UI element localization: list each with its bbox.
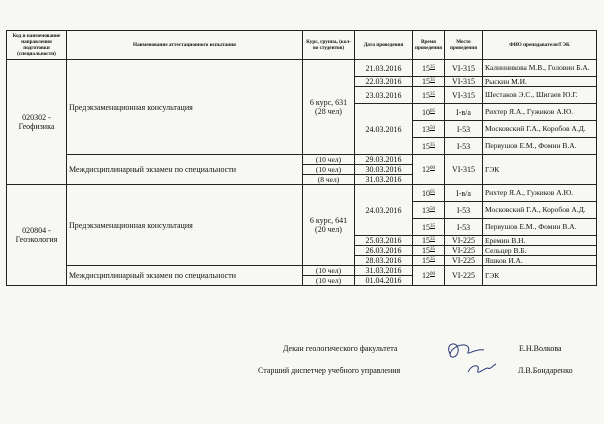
- examiner-cell: Яшков И.А.: [483, 256, 597, 266]
- place-cell: I-53: [445, 219, 483, 236]
- header-course: Курс, группа, (кол-во студентов): [303, 31, 355, 60]
- examiner-cell: ГЭК: [483, 155, 597, 185]
- examiner-cell: Московский Г.А., Коробов А.Д.: [483, 121, 597, 138]
- time-cell: $15^{35}$: [413, 138, 445, 155]
- examiner-cell: Рихтер Я.А., Гужиков А.Ю.: [483, 104, 597, 121]
- date-cell: 29.03.2016: [355, 155, 413, 165]
- examiner-cell: Рыскин М.И.: [483, 77, 597, 87]
- table-row: [7, 185, 597, 202]
- dispatcher-name: Л.В.Бондаренко: [518, 366, 573, 375]
- date-cell: 23.03.2016: [355, 87, 413, 104]
- header-test: Наименование аттестационного испытания: [67, 31, 303, 60]
- time-cell: $15^{35}$: [413, 256, 445, 266]
- test-name: Предэкзаменационная консультация: [67, 185, 303, 266]
- place-cell: I-53: [445, 121, 483, 138]
- student-count: (10 чел): [303, 155, 355, 165]
- test-name: Междисциплинарный экзамен по специальности: [67, 155, 303, 185]
- time-cell: $12^{00}$: [413, 266, 445, 286]
- time-cell: $10^{05}$: [413, 185, 445, 202]
- time-cell: $15^{35}$: [413, 87, 445, 104]
- header-date: Дата проведения: [355, 31, 413, 60]
- table-row: [7, 266, 597, 276]
- place-cell: VI-225: [445, 236, 483, 246]
- date-cell: 21.03.2016: [355, 60, 413, 77]
- time-cell: $13^{50}$: [413, 121, 445, 138]
- header-examiners: ФИО преподавателя/ГЭК: [483, 31, 597, 60]
- date-cell: 31.03.2016: [355, 175, 413, 185]
- schedule-table: [6, 30, 597, 286]
- place-cell: I-в/а: [445, 104, 483, 121]
- date-cell: 31.03.2016: [355, 266, 413, 276]
- time-cell: $15^{35}$: [413, 219, 445, 236]
- test-name: Предэкзаменационная консультация: [67, 60, 303, 155]
- program-code: 020804 - Геоэкология: [7, 185, 67, 286]
- date-cell: 22.03.2016: [355, 77, 413, 87]
- place-cell: I-53: [445, 202, 483, 219]
- student-count: (10 чел): [303, 165, 355, 175]
- date-cell: 30.03.2016: [355, 165, 413, 175]
- place-cell: VI-315: [445, 155, 483, 185]
- place-cell: VI-225: [445, 256, 483, 266]
- program-code: 020302 - Геофизика: [7, 60, 67, 185]
- header-code: Код и наименование направления подготовки (специальности): [7, 31, 67, 60]
- student-count: (8 чел): [303, 175, 355, 185]
- dean-title: Декан геологического факультета: [283, 344, 398, 353]
- header-place: Место проведения: [445, 31, 483, 60]
- header-row: [7, 31, 597, 60]
- date-cell: 01.04.2016: [355, 276, 413, 286]
- time-cell: $12^{00}$: [413, 155, 445, 185]
- examiner-cell: Первушов Е.М., Фомин В.А.: [483, 138, 597, 155]
- examiner-cell: Сельцер В.Б.: [483, 246, 597, 256]
- table-row: [7, 60, 597, 77]
- place-cell: VI-315: [445, 77, 483, 87]
- date-cell: 26.03.2016: [355, 246, 413, 256]
- examiner-cell: ГЭК: [483, 266, 597, 286]
- test-name: Междисциплинарный экзамен по специальности: [67, 266, 303, 286]
- student-count: (10 чел): [303, 266, 355, 276]
- header-time: Время проведения: [413, 31, 445, 60]
- examiner-cell: Московский Г.А., Коробов А.Д.: [483, 202, 597, 219]
- examiner-cell: Калинникова М.В., Головин Б.А.: [483, 60, 597, 77]
- course-group: 6 курс, 641 (20 чел): [303, 185, 355, 266]
- time-cell: $15^{35}$: [413, 236, 445, 246]
- time-cell: $13^{50}$: [413, 202, 445, 219]
- student-count: (10 чел): [303, 276, 355, 286]
- dean-name: Е.Н.Волкова: [519, 344, 562, 353]
- date-cell: 24.03.2016: [355, 104, 413, 155]
- table-row: [7, 155, 597, 165]
- place-cell: I-в/а: [445, 185, 483, 202]
- time-cell: $15^{35}$: [413, 60, 445, 77]
- time-cell: $10^{05}$: [413, 104, 445, 121]
- handwritten-signatures-icon: [438, 334, 508, 384]
- time-cell: $15^{35}$: [413, 77, 445, 87]
- place-cell: VI-315: [445, 60, 483, 77]
- date-cell: 28.03.2016: [355, 256, 413, 266]
- dispatcher-title: Старший диспетчер учебного управления: [258, 366, 401, 375]
- examiner-cell: Первушов Е.М., Фомин В.А.: [483, 219, 597, 236]
- examiner-cell: Рихтер Я.А., Гужиков А.Ю.: [483, 185, 597, 202]
- examiner-cell: Шестаков Э.С., Шигаев Ю.Г.: [483, 87, 597, 104]
- course-group: 6 курс, 631 (28 чел): [303, 60, 355, 155]
- place-cell: VI-315: [445, 87, 483, 104]
- examiner-cell: Еремин В.Н.: [483, 236, 597, 246]
- date-cell: 24.03.2016: [355, 185, 413, 236]
- time-cell: $15^{35}$: [413, 246, 445, 256]
- place-cell: VI-225: [445, 246, 483, 256]
- place-cell: VI-225: [445, 266, 483, 286]
- place-cell: I-53: [445, 138, 483, 155]
- date-cell: 25.03.2016: [355, 236, 413, 246]
